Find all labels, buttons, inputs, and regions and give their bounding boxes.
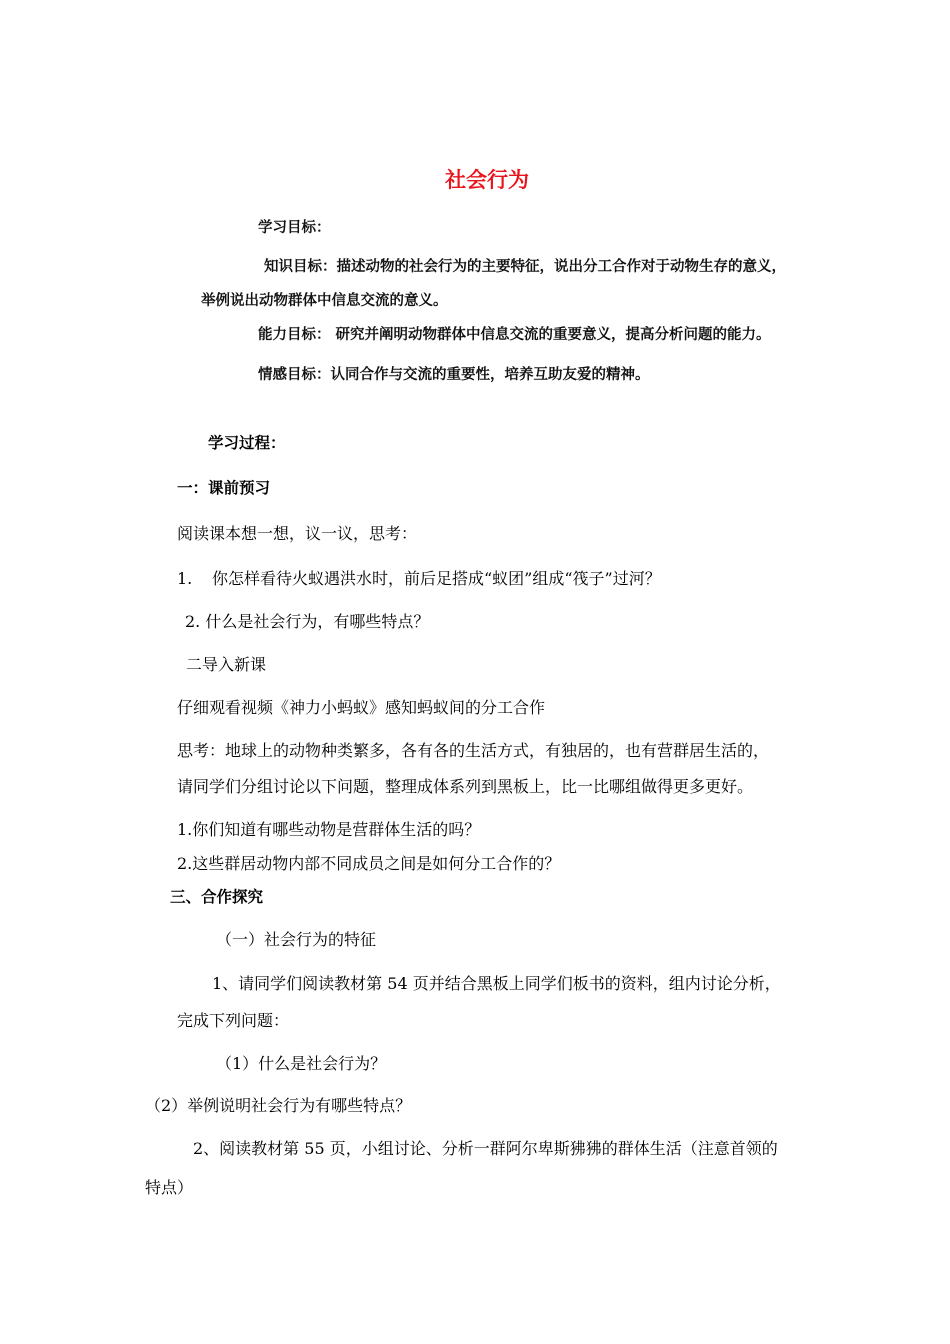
task2-line1: 2、阅读教材第 55 页，小组讨论、分析一群阿尔卑斯狒狒的群体生活（注意首领的 [193,1139,778,1158]
task1-line1: 1、请同学们阅读教材第 54 页并结合黑板上同学们板书的资料，组内讨论分析， [212,974,781,993]
task2-line2: 特点） [145,1178,194,1197]
knowledge-objective-line2: 举例说出动物群体中信息交流的意义。 [201,293,448,309]
section1-heading: 一：课前预习 [177,479,271,497]
section1-q1-number: 1. [177,569,193,588]
objectives-heading: 学习目标： [258,220,331,236]
ability-objective: 能力目标： 研究并阐明动物群体中信息交流的重要意义，提高分析问题的能力。 [258,327,771,343]
section3-sub1: （一）社会行为的特征 [216,930,377,949]
section2-think-line2: 请同学们分组讨论以下问题，整理成体系列到黑板上，比一比哪组做得更多更好。 [177,777,754,796]
task1-q1: （1）什么是社会行为？ [216,1054,387,1073]
section2-heading: 二导入新课 [186,655,267,674]
section3-heading: 三、合作探究 [170,888,264,906]
process-heading: 学习过程： [208,434,286,452]
section1-q2: 2. 什么是社会行为，有哪些特点？ [185,612,430,631]
section2-video: 仔细观看视频《神力小蚂蚁》感知蚂蚁间的分工合作 [177,698,546,717]
page-title: 社会行为 [445,168,529,192]
task1-line2: 完成下列问题： [177,1011,290,1030]
section1-q1: 你怎样看待火蚁遇洪水时，前后足搭成“蚁团”组成“筏子”过河？ [212,569,661,588]
section1-intro: 阅读课本想一想，议一议，思考： [177,524,418,543]
section2-q1: 1.你们知道有哪些动物是营群体生活的吗？ [177,820,481,839]
emotion-objective: 情感目标：认同合作与交流的重要性，培养互助友爱的精神。 [258,367,650,383]
section2-think-line1: 思考：地球上的动物种类繁多，各有各的生活方式，有独居的，也有营群居生活的， [177,741,770,760]
section2-q2: 2.这些群居动物内部不同成员之间是如何分工合作的？ [177,854,561,873]
task1-q2: （2）举例说明社会行为有哪些特点？ [145,1096,412,1115]
knowledge-objective-line1: 知识目标：描述动物的社会行为的主要特征，说出分工合作对于动物生存的意义， [264,259,786,275]
